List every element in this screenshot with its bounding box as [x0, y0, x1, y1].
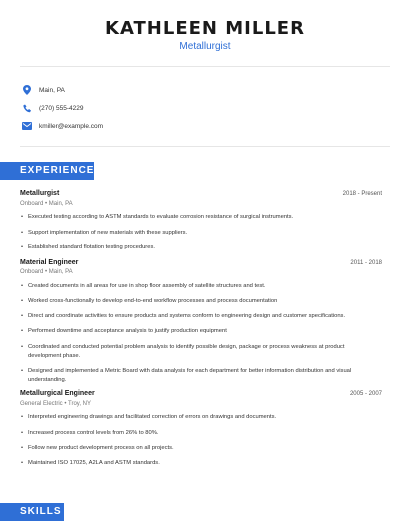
job-bullet: • Support implementation of new materials with these suppliers.	[28, 229, 358, 238]
job-company: Onboard • Main, PA	[20, 269, 73, 275]
job-title: Metallurgical Engineer	[20, 390, 95, 397]
phone-text: (270) 555-4229	[39, 104, 84, 112]
job-bullet: • Performed downtime and acceptance analysis to justify production equipment	[28, 327, 358, 336]
skills-heading: SKILLS	[0, 503, 64, 521]
email-icon	[20, 119, 34, 133]
contact-phone	[20, 101, 320, 115]
experience-heading: EXPERIENCE	[0, 162, 94, 180]
job-bullet: • Established standard flotation testing procedures.	[28, 243, 358, 252]
job-bullet: • Worked cross-functionally to develop end-to-end workflow processes and process documentation	[28, 297, 358, 306]
email-text[interactable]: kmiller@example.com	[39, 122, 104, 130]
job-bullet: • Direct and coordinate activities to ensure products and systems conform to engineering design and customer specifications.	[28, 312, 358, 321]
job-dates: 2005 - 2007	[349, 391, 382, 397]
job-title: Material Engineer	[20, 259, 79, 266]
map-pin-icon	[20, 83, 34, 97]
job-dates: 2011 - 2018	[350, 260, 382, 266]
job-bullet: • Increased process control levels from 26% to 80%.	[28, 429, 358, 438]
contact-location	[20, 83, 320, 97]
contact-divider	[20, 146, 390, 147]
job-bullet: • Maintained ISO 17025, A2LA and ASTM standards.	[28, 459, 358, 468]
header-divider	[20, 66, 390, 67]
job-title: Metallurgist	[20, 190, 60, 197]
job-bullet: • Created documents in all areas for use in shop floor assembly of satellite structures and test.	[28, 282, 358, 291]
job-role: Metallurgist	[179, 41, 231, 52]
job-bullet: • Follow new product development process on all projects.	[28, 444, 358, 453]
location-text: Main, PA	[39, 86, 65, 94]
contact-email[interactable]	[20, 119, 320, 133]
job-bullet: • Executed testing according to ASTM standards to evaluate corrosion resistance of surgical instruments.	[28, 213, 358, 222]
job-bullet: • Interpreted engineering drawings and facilitated correction of errors on drawings and documents.	[28, 413, 358, 422]
job-bullet: • Coordinated and conducted potential problem analysis to identify possible design, package or process weakness at product development phase.	[28, 343, 358, 360]
job-bullet: • Designed and implemented a Metric Board with data analysis for each department for better information distribution and visual understanding.	[28, 367, 358, 384]
phone-icon	[20, 101, 34, 115]
candidate-name: KATHLEEN MILLER	[105, 18, 305, 39]
job-company: General Electric • Troy, NY	[20, 401, 92, 407]
job-dates: 2018 - Present	[342, 191, 382, 197]
job-company: Onboard • Main, PA	[20, 201, 73, 207]
